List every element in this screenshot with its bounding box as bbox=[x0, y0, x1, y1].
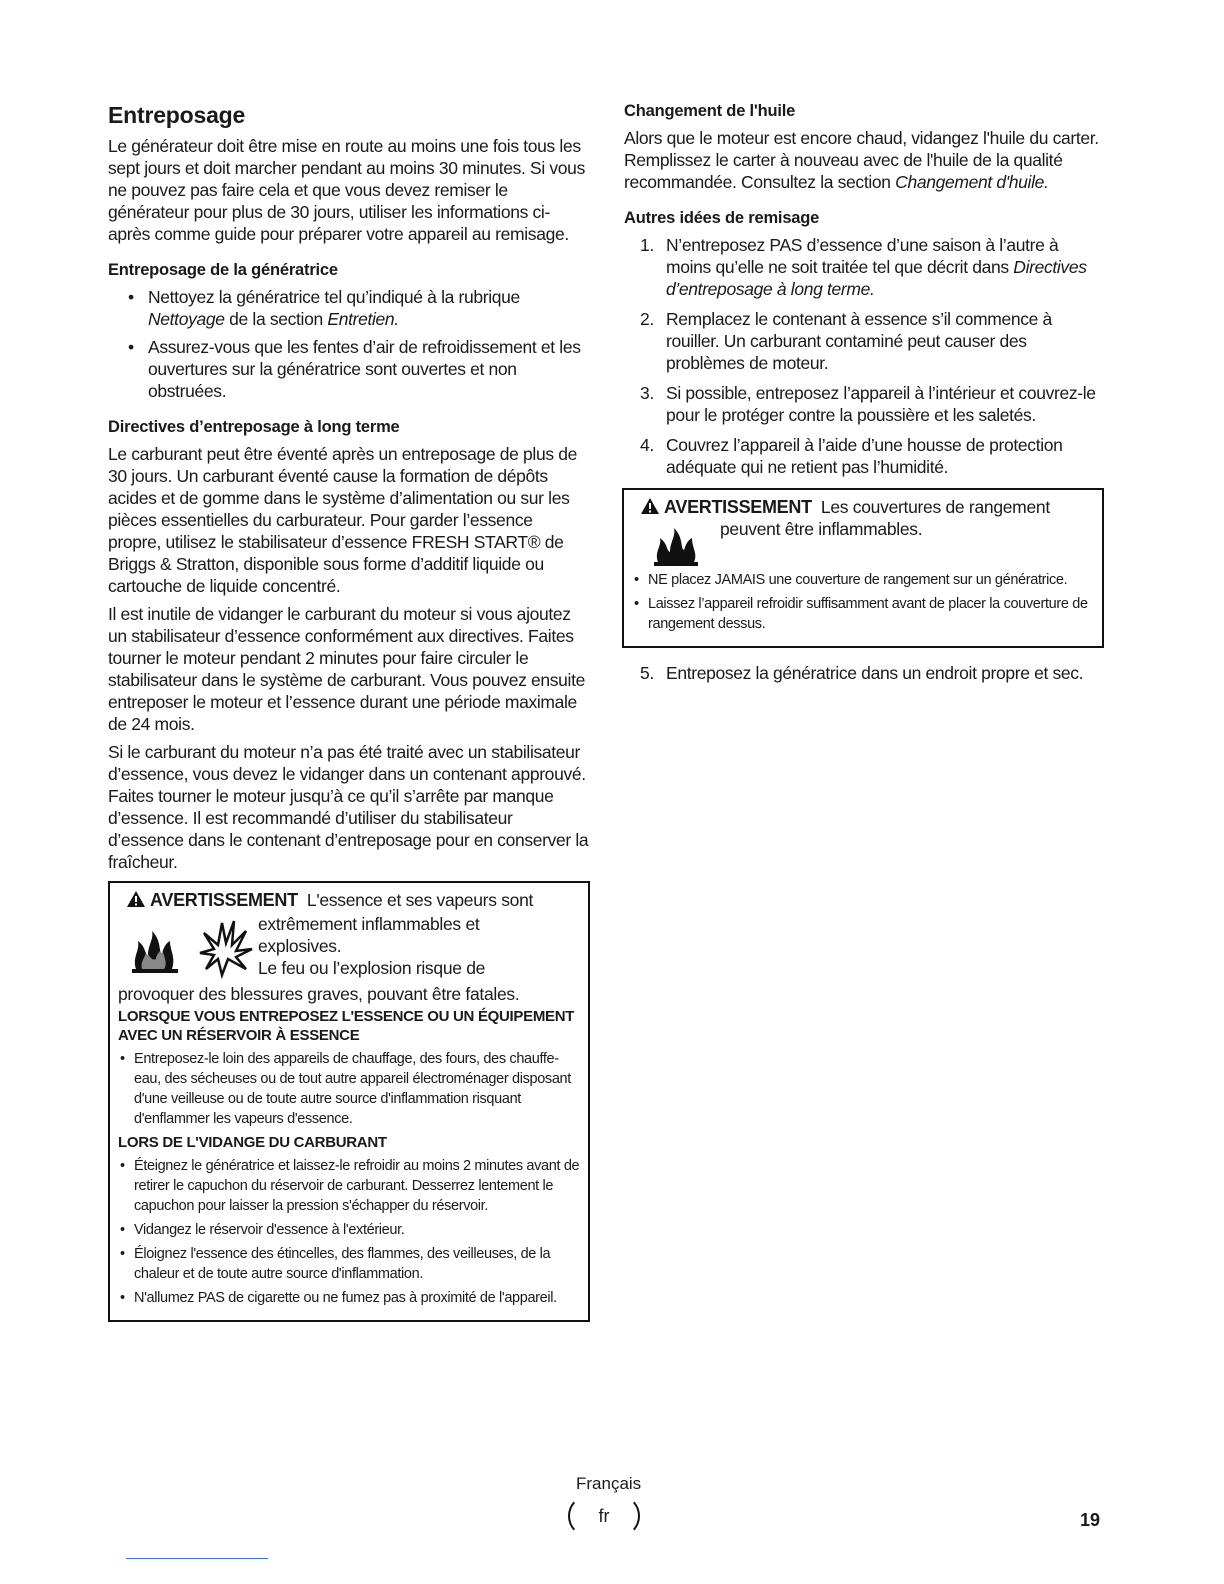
list-item bbox=[624, 382, 1104, 426]
fuel-warning-box bbox=[108, 881, 590, 1322]
list-item bbox=[118, 1288, 580, 1308]
oil-ref: Changement d'huile. bbox=[895, 172, 1049, 192]
bullet-icon: • bbox=[120, 1246, 125, 1262]
bullet-icon: • bbox=[120, 1051, 125, 1067]
warning-header bbox=[118, 889, 580, 1005]
list-item bbox=[118, 1244, 580, 1284]
bullet-icon: • bbox=[634, 596, 639, 612]
list-item-text: Laissez l’appareil refroidir suffisamment avant de placer la couverture de rangement dessus. bbox=[648, 596, 1088, 632]
explosion-icon bbox=[200, 921, 252, 975]
list-item-text: N’entreposez PAS d’essence d’une saison à l’autre à moins qu’elle ne soit traitée tel que décrit dans bbox=[666, 235, 1059, 277]
warning-list-draining bbox=[118, 1156, 580, 1308]
section-title-entreposage: Entreposage bbox=[108, 102, 246, 128]
warning-text: extrêmement inflammables et bbox=[258, 914, 480, 934]
item-number: 3. bbox=[640, 383, 654, 403]
warning-text: provoquer des blessures graves, pouvant être fatales. bbox=[118, 984, 520, 1004]
bullet-icon: • bbox=[120, 1158, 125, 1174]
bullet-text: Nettoyez la génératrice tel qu’indiqué à la rubrique bbox=[148, 287, 520, 307]
list-item bbox=[118, 1220, 580, 1240]
oil-change-paragraph bbox=[624, 127, 1104, 193]
item-number: 1. bbox=[640, 235, 654, 255]
heading-oil-change: Changement de l'huile bbox=[624, 102, 796, 120]
warning-text: explosives. bbox=[258, 936, 342, 956]
list-item-text: Entreposez la génératrice dans un endroit propre et sec. bbox=[666, 663, 1084, 683]
item-number: 4. bbox=[640, 435, 654, 455]
warning-subheading-storing: LORSQUE VOUS ENTREPOSEZ L'ESSENCE OU UN ÉQUIPEMENT AVEC UN RÉSERVOIR À ESSENCE bbox=[118, 1008, 575, 1044]
list-item bbox=[108, 286, 590, 330]
bullet-text: Assurez-vous que les fentes d’air de refroidissement et les ouvertures sur la génératrice sont ouvertes et non obstruées. bbox=[148, 337, 581, 401]
heading-entreposage-generatrice: Entreposage de la génératrice bbox=[108, 261, 338, 279]
warning-title: AVERTISSEMENT bbox=[150, 890, 298, 910]
list-item-text: Entreposez-le loin des appareils de chauffage, des fours, des chauffe-eau, des sécheuses ou de tout autre appareil électroménager disposant d'une veilleuse ou de toute autre source d'inflammation risquant d'enflammer les vapeurs d'essence. bbox=[134, 1051, 571, 1127]
cover-warning-list bbox=[632, 570, 1094, 634]
list-item bbox=[624, 234, 1104, 300]
bullet-ref-entretien: Entretien. bbox=[327, 309, 399, 329]
bullet-icon: • bbox=[120, 1290, 125, 1306]
heading-other-ideas: Autres idées de remisage bbox=[624, 209, 820, 227]
heading-long-term: Directives d’entreposage à long terme bbox=[108, 418, 400, 436]
warning-title: AVERTISSEMENT bbox=[664, 497, 812, 517]
language-badge: fr bbox=[568, 1496, 640, 1536]
list-item bbox=[632, 594, 1094, 634]
bullet-icon: • bbox=[634, 572, 639, 588]
bullet-icon: • bbox=[120, 1222, 125, 1238]
right-column bbox=[624, 100, 1104, 692]
warning-text: Le feu ou l’explosion risque de bbox=[258, 958, 486, 978]
warning-text: peuvent être inflammables. bbox=[720, 519, 923, 539]
bullet-icon: • bbox=[128, 287, 134, 307]
bullet-ref-nettoyage: Nettoyage bbox=[148, 309, 225, 329]
warning-subheading-draining: LORS DE L'VIDANGE DU CARBURANT bbox=[118, 1134, 387, 1151]
intro-paragraph: Le générateur doit être mise en route au moins une fois tous les sept jours et doit marcher pendant au moins 30 minutes. Si vous ne pouvez pas faire cela et que vous devez remiser le générateur pour plus de 30 jours, utiliser les informations ci-après comme guide pour préparer votre appareil au remisage. bbox=[108, 136, 585, 244]
list-item bbox=[624, 308, 1104, 374]
list-item-ref: Directives d’entreposage à long terme. bbox=[666, 257, 1087, 299]
storage-ideas-list bbox=[624, 234, 1104, 478]
fire-icon bbox=[132, 931, 178, 973]
page-number: 19 bbox=[1080, 1510, 1101, 1530]
fire-icon bbox=[650, 522, 706, 573]
list-item-text: Remplacez le contenant à essence s’il commence à rouiller. Un carburant contaminé peut causer des problèmes de moteur. bbox=[666, 309, 1052, 373]
warning-icons bbox=[118, 913, 258, 983]
warning-text: L'essence et ses vapeurs sont bbox=[306, 890, 534, 910]
list-item-text: Éteignez le génératrice et laissez-le refroidir au moins 2 minutes avant de retirer le capuchon du réservoir de carburant. Desserrez lentement le capuchon pour laisser la pression s'échapper du réservoir. bbox=[134, 1158, 580, 1214]
list-item-text: Éloignez l'essence des étincelles, des flammes, des veilleuses, de la chaleur et de toute autre source d'inflammation. bbox=[134, 1246, 551, 1282]
bottom-rule bbox=[126, 1558, 268, 1559]
cover-warning-box bbox=[622, 488, 1104, 648]
warning-text: Les couvertures de rangement bbox=[820, 497, 1050, 517]
list-item-text: Si possible, entreposez l’appareil à l’intérieur et couvrez-le pour le protéger contre la poussière et les saletés. bbox=[666, 383, 1096, 425]
long-term-paragraph-1: Le carburant peut être éventé après un entreposage de plus de 30 jours. Un carburant éventé cause la formation de dépôts acides et de gomme dans le système d’alimentation ou sur les pièces essentielles du carburateur. Pour garder l’essence propre, utilisez le stabilisateur d’essence FRESH START® de Briggs & Stratton, disponible sous forme d’additif liquide ou cartouche de liquide concentré. bbox=[108, 444, 578, 596]
warning-triangle-icon bbox=[126, 890, 146, 913]
list-item bbox=[624, 662, 1104, 684]
warning-list-storing bbox=[118, 1049, 580, 1129]
list-item bbox=[118, 1049, 580, 1129]
list-item bbox=[108, 336, 590, 402]
item-number: 5. bbox=[640, 663, 654, 683]
long-term-paragraph-2: Il est inutile de vidanger le carburant du moteur si vous ajoutez un stabilisateur d’essence conformément aux directives. Faites tourner le moteur pendant 2 minutes pour faire circuler le stabilisateur dans le système de carburant. Vous pouvez ensuite entreposer le moteur et l’essence durant une période maximale de 24 mois. bbox=[108, 604, 585, 734]
bullet-icon: • bbox=[128, 337, 134, 357]
left-column bbox=[108, 100, 590, 1322]
list-item bbox=[118, 1156, 580, 1216]
bullet-text: de la section bbox=[224, 309, 328, 329]
list-item-text: NE placez JAMAIS une couverture de rangement sur un génératrice. bbox=[648, 572, 1068, 588]
storage-ideas-list-continued bbox=[624, 662, 1104, 684]
list-item-text: N'allumez PAS de cigarette ou ne fumez pas à proximité de l'appareil. bbox=[134, 1290, 557, 1306]
list-item bbox=[624, 434, 1104, 478]
storage-bullets bbox=[108, 286, 590, 402]
list-item bbox=[632, 570, 1094, 590]
long-term-paragraph-3: Si le carburant du moteur n’a pas été traité avec un stabilisateur d’essence, vous devez le vidanger dans un contenant approuvé. Faites tourner le moteur jusqu’à ce qu’il s’arrête par manque d’essence. Il est recommandé d’utiliser du stabilisateur d’essence dans le contenant d’entreposage pour en conserver la fraîcheur. bbox=[108, 742, 589, 872]
warning-triangle-icon bbox=[640, 497, 660, 520]
list-item-text: Vidangez le réservoir d'essence à l'extérieur. bbox=[134, 1222, 405, 1238]
oil-text: Alors que le moteur est encore chaud, vidangez l'huile du carter. Remplissez le carter à nouveau avec de l'huile de la qualité recommandée. Consultez la section bbox=[624, 128, 1099, 192]
list-item-text: Couvrez l’appareil à l’aide d’une housse de protection adéquate qui ne retient pas l’humidité. bbox=[666, 435, 1063, 477]
footer-language: Français bbox=[576, 1474, 642, 1493]
warning-header bbox=[632, 496, 1094, 570]
item-number: 2. bbox=[640, 309, 654, 329]
